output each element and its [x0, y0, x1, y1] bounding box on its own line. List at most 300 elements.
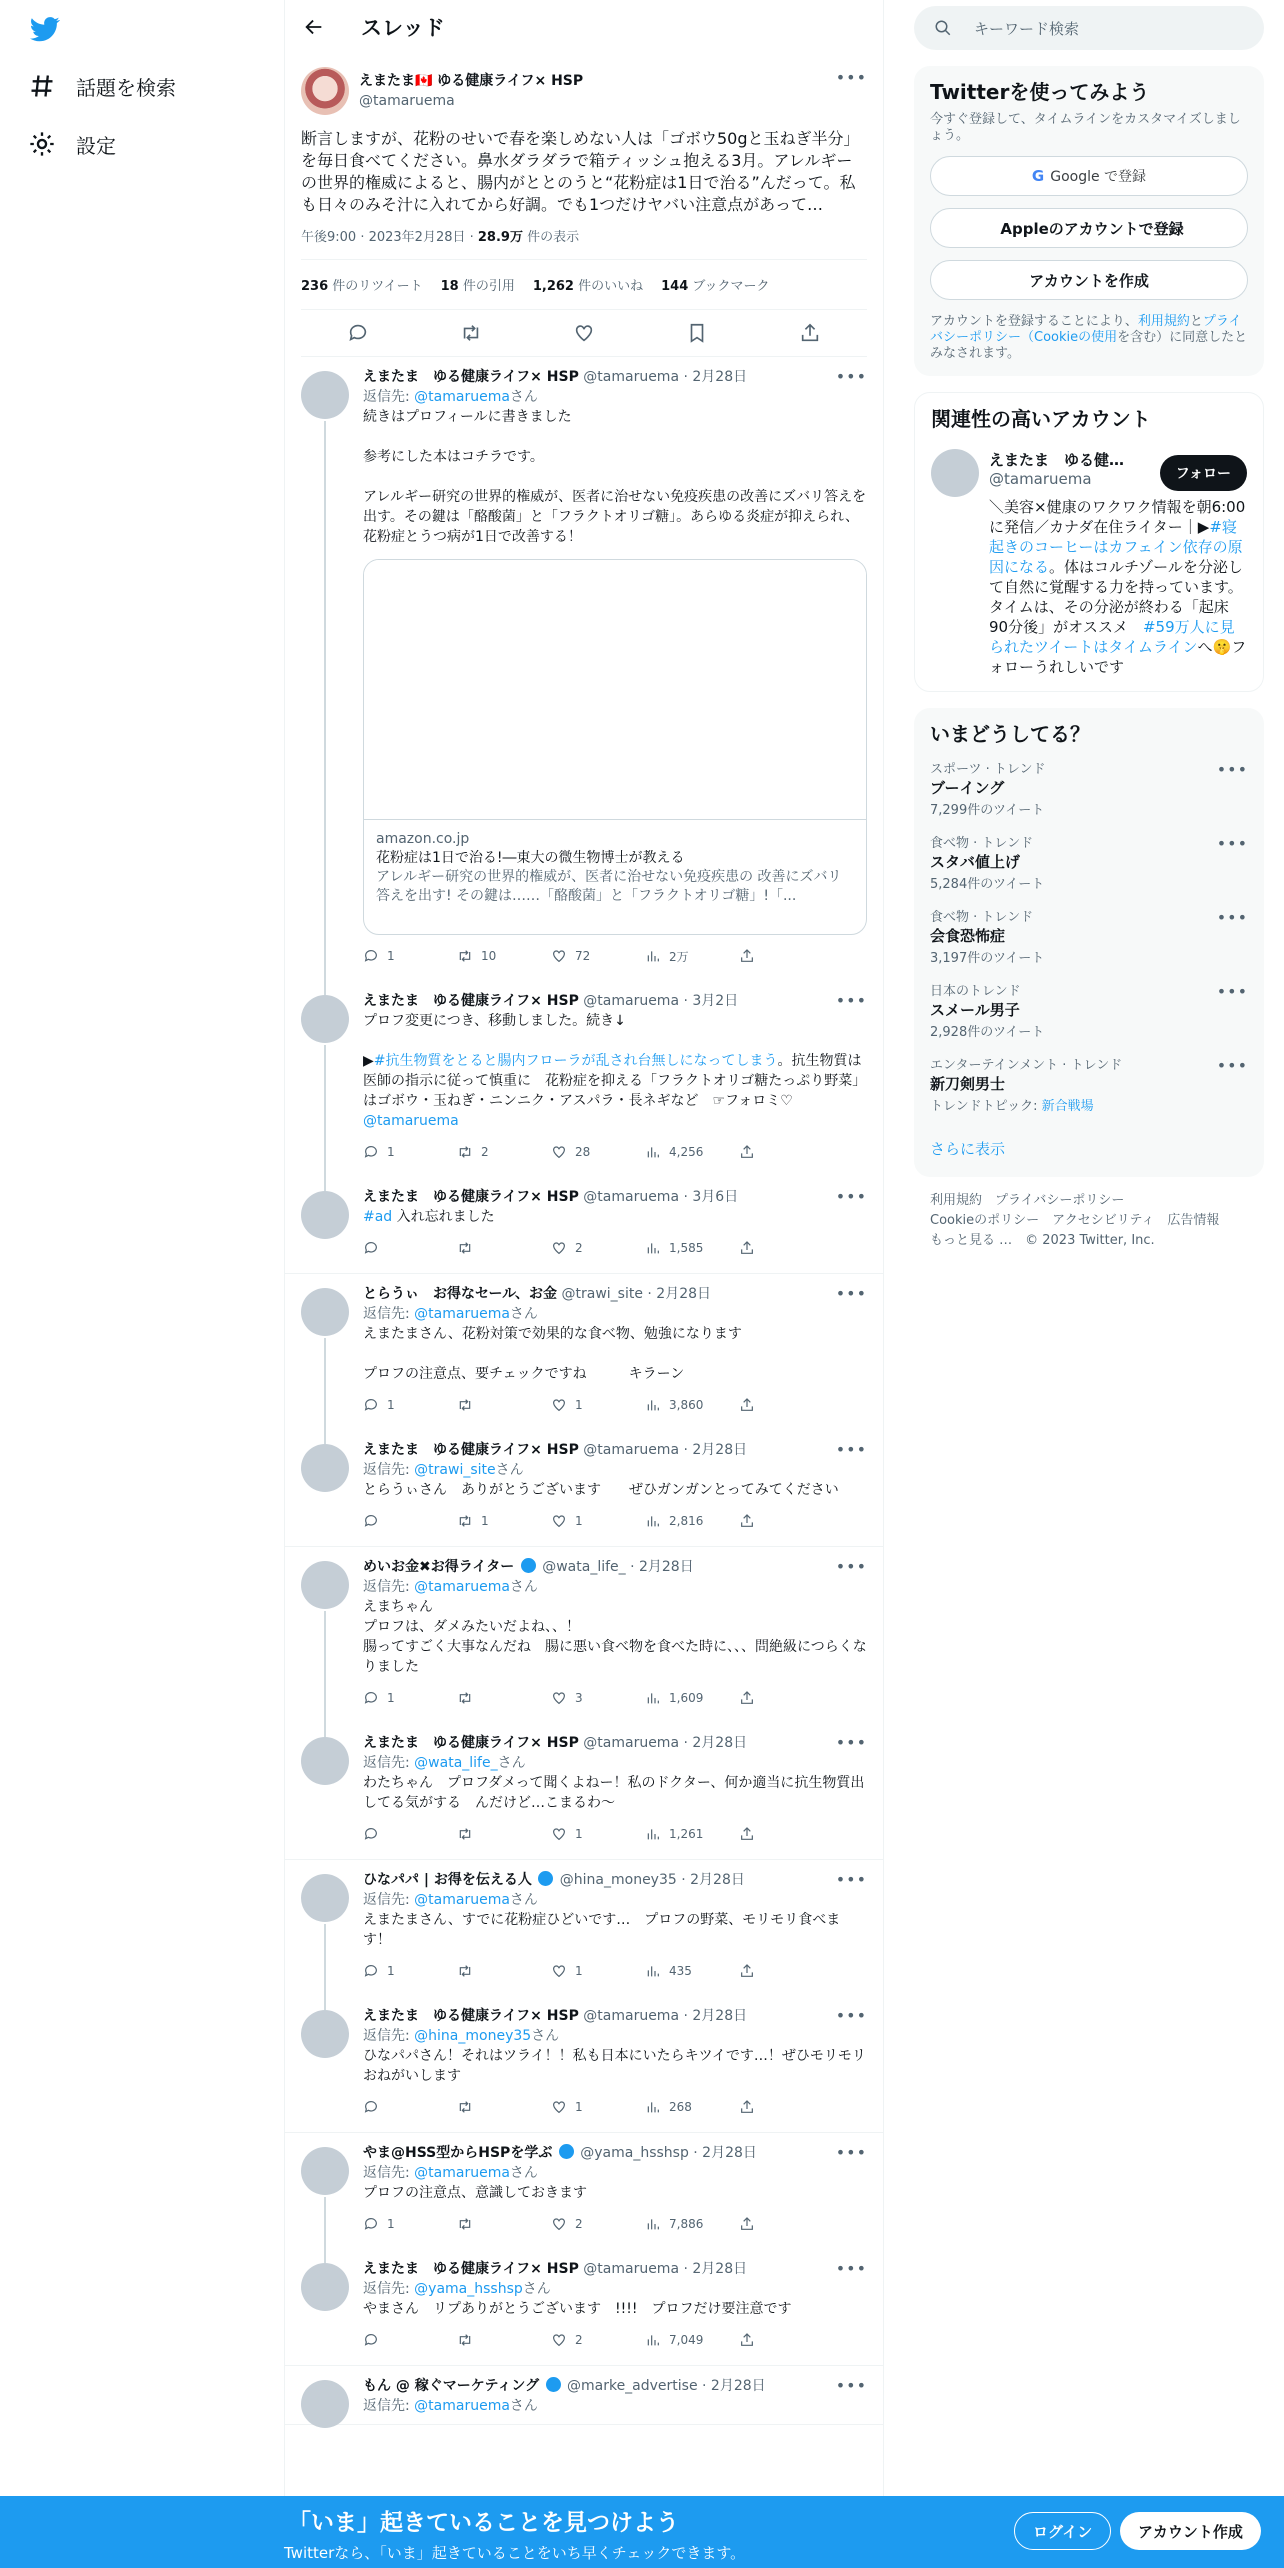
reply-actions: [363, 1817, 867, 1851]
back-arrow-icon[interactable]: [303, 16, 325, 38]
more-icon[interactable]: •••: [1216, 908, 1248, 927]
replyto-prefix: 返信先:: [363, 2398, 415, 2414]
nav-settings-label: 設定: [76, 133, 116, 158]
like-label: 件のいいね: [573, 279, 644, 294]
like-button[interactable]: [551, 1397, 645, 1413]
account-handle[interactable]: @tamaruema: [989, 470, 1092, 488]
retweet-button[interactable]: [457, 2216, 551, 2232]
reply-icon: [363, 2099, 379, 2115]
apple-signup-button[interactable]: [930, 208, 1248, 248]
trend-name: スメール男子: [930, 1001, 1020, 1019]
share-button[interactable]: [739, 1397, 833, 1413]
retweet-button[interactable]: [457, 1690, 551, 1706]
show-more-link[interactable]: さらに表示: [930, 1140, 1006, 1158]
avatar[interactable]: [301, 1737, 349, 1785]
retweet-button[interactable]: [457, 2332, 551, 2348]
gear-icon: [28, 130, 56, 158]
nav-explore[interactable]: [28, 66, 176, 106]
heart-icon: [551, 948, 567, 964]
hashtag-link[interactable]: #抗生物質をとると腸内フローラが乱され台無しになってしまう: [373, 1053, 778, 1069]
more-icon[interactable]: •••: [835, 1440, 867, 1459]
view-count: 1,261: [669, 1827, 704, 1841]
share-icon: [739, 2216, 755, 2232]
retweet-button[interactable]: [457, 1826, 551, 1842]
link-card[interactable]: [363, 559, 867, 935]
replyto-link[interactable]: @tamaruema: [414, 389, 510, 405]
retweet-button[interactable]: [457, 1240, 551, 1256]
author-name[interactable]: もん @ 稼ぐマーケティング: [363, 2378, 540, 2394]
more-icon[interactable]: •••: [835, 2376, 867, 2395]
replyto-prefix: 返信先:: [363, 1579, 415, 1595]
avatar[interactable]: [301, 2147, 349, 2195]
views-button[interactable]: [645, 1397, 739, 1413]
trend-name: スタバ値上げ: [930, 853, 1020, 871]
more-icon[interactable]: •••: [835, 367, 867, 386]
heart-icon: [551, 1397, 567, 1413]
author-name[interactable]: えまたま ゆる健康ライフ× HSP: [363, 369, 579, 385]
more-icon[interactable]: •••: [1216, 834, 1248, 853]
author-handle[interactable]: @tamaruema: [359, 93, 455, 109]
reply-text-body: 入れ忘れました: [392, 1209, 495, 1225]
view-count: 268: [669, 2100, 692, 2114]
reply-text-post: 。抗生物質は医師の指示に従って慎重に 花粉症を抑える「フラクトオリゴ糖たっぷり野菜」はゴボウ・玉ねぎ・ニンニク・アスパラ・長ネギなど ☞フォロミ♡: [363, 1053, 867, 1109]
reply-actions: [363, 2090, 867, 2124]
like-button[interactable]: [551, 1144, 645, 1160]
more-icon[interactable]: •••: [835, 991, 867, 1010]
retweet-button[interactable]: [457, 1397, 551, 1413]
more-icon[interactable]: •••: [1216, 760, 1248, 779]
like-count: 3: [575, 1691, 583, 1705]
reply-tweet[interactable]: [285, 1723, 883, 1860]
nav-settings[interactable]: [28, 124, 116, 164]
reply-tweet[interactable]: [285, 1177, 883, 1274]
author-name[interactable]: えまたま ゆる健康ライフ× HSP: [363, 993, 579, 1009]
trend-name: 新刀剣男士: [930, 1075, 1006, 1093]
author-handle[interactable]: @tamaruema · 2月28日: [583, 2008, 748, 2024]
more-icon[interactable]: •••: [835, 1284, 867, 1303]
search-input[interactable]: キーワード検索: [974, 19, 1080, 38]
footer-line-2[interactable]: Cookieのポリシー アクセシビリティ 広告情報: [930, 1213, 1220, 1228]
google-signup-button[interactable]: [930, 156, 1248, 196]
trend-item[interactable]: [930, 1044, 1248, 1118]
views-button[interactable]: [645, 1513, 739, 1529]
reply-to: [363, 1304, 867, 1324]
verified-badge-icon: [546, 2377, 561, 2392]
replyto-link[interactable]: @tamaruema: [414, 1306, 510, 1322]
heart-icon[interactable]: [573, 322, 595, 344]
replyto-suffix: さん: [495, 1462, 524, 1478]
retweet-icon: [457, 1240, 473, 1256]
trend-count: 3,197件のツイート: [930, 951, 1045, 966]
reply-button[interactable]: [363, 1826, 457, 1842]
avatar[interactable]: [301, 1874, 349, 1922]
reply-to: [363, 1577, 867, 1597]
more-icon[interactable]: •••: [835, 1870, 867, 1889]
author-handle[interactable]: @yama_hsshsp · 2月28日: [580, 2145, 757, 2161]
author-name[interactable]: とらうぃ お得なセール、お金: [363, 1286, 558, 1302]
more-icon[interactable]: •••: [1216, 982, 1248, 1001]
quote-count: 18: [440, 279, 459, 294]
quote-stat[interactable]: [441, 275, 515, 294]
author-name[interactable]: えまたま ゆる健康ライフ× HSP: [363, 1189, 579, 1205]
share-button[interactable]: [739, 1513, 833, 1529]
like-count: 28: [575, 1145, 591, 1159]
author-name[interactable]: えまたま🇨🇦 ゆる健康ライフ× HSP: [359, 73, 584, 89]
replyto-link[interactable]: @hina_money35: [414, 2028, 532, 2044]
share-icon: [739, 1240, 755, 1256]
trend-count: 7,299件のツイート: [930, 803, 1045, 818]
privacy-link[interactable]: プライバシーポリシー（Cookieの使用: [930, 314, 1242, 345]
main-tweet: [285, 54, 883, 357]
bio-hashtag-link[interactable]: #59万人に見られたツイートはタイムライン: [989, 618, 1235, 656]
author-handle[interactable]: @tamaruema · 2月28日: [583, 1442, 748, 1458]
reply-actions: [363, 1504, 867, 1538]
view-count: 435: [669, 1964, 692, 1978]
retweet-icon: [457, 1826, 473, 1842]
avatar[interactable]: [301, 995, 349, 1043]
reply-tweet[interactable]: [285, 1430, 883, 1547]
more-icon[interactable]: •••: [835, 2143, 867, 2162]
verified-badge-icon: [521, 1558, 536, 1573]
reply-tweet[interactable]: [285, 2366, 883, 2425]
more-icon[interactable]: •••: [835, 1187, 867, 1206]
like-button[interactable]: [551, 1513, 645, 1529]
share-button[interactable]: [739, 1963, 833, 1979]
author-name[interactable]: えまたま ゆる健康ライフ× HSP: [363, 1735, 579, 1751]
replyto-link[interactable]: @wata_life_: [414, 1755, 498, 1771]
reply-tweet[interactable]: [285, 357, 883, 981]
like-button[interactable]: [551, 1690, 645, 1706]
views-button[interactable]: [645, 948, 739, 965]
search-icon: [934, 19, 952, 37]
avatar[interactable]: [301, 1288, 349, 1336]
reply-button[interactable]: [363, 1240, 457, 1256]
share-button[interactable]: [739, 948, 833, 964]
bottom-bar-title: 「いま」起きていることを見つけよう: [288, 2510, 679, 2536]
terms-link[interactable]: 利用規約: [1137, 314, 1190, 329]
chart-icon: [645, 2332, 661, 2348]
trend-topic-link[interactable]: 新合戦場: [1041, 1099, 1094, 1114]
trend-category: スポーツ · トレンド: [930, 762, 1046, 777]
view-count: 7,049: [669, 2333, 704, 2347]
mention-link[interactable]: @tamaruema: [363, 1113, 459, 1129]
replyto-prefix: 返信先:: [363, 1755, 415, 1771]
retweet-icon: [457, 948, 473, 964]
author-handle[interactable]: @marke_advertise · 2月28日: [566, 2378, 766, 2394]
author-handle[interactable]: @trawi_site · 2月28日: [561, 1286, 712, 1302]
views-button[interactable]: [645, 2099, 739, 2115]
reply-icon: [363, 2332, 379, 2348]
replyto-link[interactable]: @tamaruema: [414, 1579, 510, 1595]
replyto-link[interactable]: @yama_hsshsp: [414, 2281, 523, 2297]
reply-to: [363, 2163, 867, 2183]
author-name[interactable]: ひなパパ | お得を伝える人: [363, 1872, 532, 1888]
chart-icon: [645, 1826, 661, 1842]
trend-item[interactable]: [930, 970, 1248, 1044]
replyto-link[interactable]: @tamaruema: [414, 1892, 510, 1908]
create-account-label: アカウントを作成: [1029, 271, 1149, 290]
retweet-icon: [457, 2216, 473, 2232]
thread-line: [324, 1338, 326, 1444]
reply-icon: [363, 1513, 379, 1529]
views-button[interactable]: [645, 1963, 739, 1979]
trend-count: 5,284件のツイート: [930, 877, 1045, 892]
reply-button[interactable]: [363, 1144, 457, 1160]
views-button[interactable]: [645, 2332, 739, 2348]
replyto-prefix: 返信先:: [363, 2281, 415, 2297]
reply-text: えまちゃん プロフは、ダメみたいだよね、、！ 腸ってすごく大事なんだね 腸に悪い食べ物を食べた時に、、、問絶級につらくなりました: [363, 1599, 867, 1675]
replyto-link[interactable]: @tamaruema: [414, 2398, 510, 2414]
share-button[interactable]: [739, 1826, 833, 1842]
login-button[interactable]: ログイン: [1014, 2512, 1111, 2550]
search-bar[interactable]: [914, 6, 1264, 50]
thread-line: [324, 1045, 326, 1191]
author-handle[interactable]: @tamaruema · 3月6日: [583, 1189, 739, 1205]
chart-icon: [645, 1397, 661, 1413]
create-account-button[interactable]: [930, 260, 1248, 300]
trend-item[interactable]: [930, 896, 1248, 970]
legal-post: を含む）に同意したとみなされます。: [930, 330, 1248, 361]
heart-icon: [551, 2332, 567, 2348]
bookmark-icon[interactable]: [686, 322, 708, 344]
reply-icon: [363, 948, 379, 964]
retweet-button[interactable]: [457, 2099, 551, 2115]
reply-tweet[interactable]: [285, 1547, 883, 1723]
views-button[interactable]: [645, 1144, 739, 1160]
retweet-icon: [457, 2099, 473, 2115]
trend-item[interactable]: [930, 748, 1248, 822]
author-name[interactable]: えまたま ゆる健康ライフ× HSP: [363, 2008, 579, 2024]
trend-category: エンターテインメント · トレンド: [930, 1058, 1123, 1073]
share-button[interactable]: [739, 1690, 833, 1706]
replyto-prefix: 返信先:: [363, 2028, 415, 2044]
replyto-prefix: 返信先:: [363, 1306, 415, 1322]
replyto-suffix: さん: [497, 1755, 526, 1771]
reply-button[interactable]: [363, 2099, 457, 2115]
avatar[interactable]: [301, 371, 349, 419]
share-button[interactable]: [739, 2216, 833, 2232]
view-count: 4,256: [669, 1145, 704, 1159]
replyto-suffix: さん: [509, 2165, 538, 2181]
reply-button[interactable]: [363, 1513, 457, 1529]
view-count: 7,886: [669, 2217, 704, 2231]
share-button[interactable]: [739, 1240, 833, 1256]
chart-icon: [645, 1513, 661, 1529]
reply-count: 1: [387, 1145, 395, 1159]
retweet-button[interactable]: [457, 1963, 551, 1979]
avatar[interactable]: [301, 2263, 349, 2311]
author-name[interactable]: えまたま ゆる健康ライフ× HSP: [363, 1442, 579, 1458]
replyto-prefix: 返信先:: [363, 2165, 415, 2181]
avatar[interactable]: [301, 67, 349, 115]
author-handle[interactable]: @tamaruema · 3月2日: [583, 993, 739, 1009]
tweet-time[interactable]: 午後9:00 · 2023年2月28日 ·: [301, 230, 478, 245]
bio-hashtag-link[interactable]: #寝起きのコーヒーはカフェイン依存の原因になる: [989, 518, 1243, 576]
heart-icon: [551, 1513, 567, 1529]
verified-badge-icon: [559, 2144, 574, 2159]
retweet-button[interactable]: [457, 948, 551, 964]
like-count: 2: [575, 1241, 583, 1255]
apple-signup-label: Appleのアカウントで登録: [1000, 219, 1184, 238]
footer-line-3[interactable]: もっと見る … © 2023 Twitter, Inc.: [930, 1233, 1155, 1248]
retweet-stat[interactable]: [301, 275, 423, 294]
retweet-button[interactable]: [457, 1144, 551, 1160]
legal-mid: と: [1189, 314, 1203, 329]
like-count: 1: [575, 2100, 583, 2114]
signup-button[interactable]: アカウント作成: [1120, 2512, 1261, 2550]
more-icon[interactable]: •••: [1216, 1056, 1248, 1075]
reply-icon: [363, 1240, 379, 1256]
retweet-icon: [457, 1963, 473, 1979]
views-button[interactable]: [645, 2216, 739, 2232]
bio-c: へ🤫フォローうれしいです: [989, 638, 1247, 676]
share-button[interactable]: [739, 1144, 833, 1160]
reply-actions: [363, 1954, 867, 1988]
verified-badge-icon: [538, 1871, 553, 1886]
more-icon[interactable]: •••: [835, 2006, 867, 2025]
reply-button[interactable]: [363, 1963, 457, 1979]
share-button[interactable]: [739, 2332, 833, 2348]
share-icon[interactable]: [799, 322, 821, 344]
retweet-count: 2: [481, 1145, 489, 1159]
bio-b: 。体はコルチゾールを分泌して自然に覚醒する力を持っています。 タイムは、その分泌が終わる「起床90分後」がオススメ: [989, 558, 1251, 636]
author-name[interactable]: めいお金✖お得ライター: [363, 1559, 515, 1575]
reply-tweet[interactable]: [285, 981, 883, 1177]
avatar[interactable]: [931, 449, 979, 497]
thread-header: [285, 0, 883, 54]
share-icon: [739, 2099, 755, 2115]
view-count: 28.9万: [477, 230, 523, 245]
like-button[interactable]: [551, 2216, 645, 2232]
more-icon[interactable]: •••: [835, 68, 867, 87]
author-handle[interactable]: @tamaruema · 2月28日: [583, 2261, 748, 2277]
like-button[interactable]: [551, 1240, 645, 1256]
replyto-link[interactable]: @trawi_site: [414, 1462, 496, 1478]
account-name[interactable]: えまたま ゆる健…: [989, 451, 1125, 469]
replyto-suffix: さん: [509, 1306, 538, 1322]
hashtag-icon: [28, 72, 56, 100]
avatar[interactable]: [301, 1444, 349, 1492]
like-count: 1: [575, 1398, 583, 1412]
google-icon: G: [1031, 167, 1045, 185]
heart-icon: [551, 2216, 567, 2232]
related-account[interactable]: [931, 449, 1247, 497]
share-button[interactable]: [739, 2099, 833, 2115]
footer-line-1[interactable]: 利用規約 プライバシーポリシー: [930, 1193, 1125, 1208]
like-button[interactable]: [551, 1963, 645, 1979]
reply-icon[interactable]: [347, 322, 369, 344]
author-handle[interactable]: @tamaruema · 2月28日: [583, 369, 748, 385]
reply-button[interactable]: [363, 2332, 457, 2348]
reply-count: 1: [387, 1964, 395, 1978]
like-stat[interactable]: [533, 275, 643, 294]
views-button[interactable]: [645, 1690, 739, 1706]
reply-button[interactable]: [363, 2216, 457, 2232]
author-name[interactable]: やま@HSS型からHSPを学ぶ: [363, 2145, 553, 2161]
avatar[interactable]: [301, 2380, 349, 2428]
view-count: 3,860: [669, 1398, 704, 1412]
heart-icon: [551, 1240, 567, 1256]
more-icon[interactable]: •••: [835, 2259, 867, 2278]
replyto-link[interactable]: @tamaruema: [414, 2165, 510, 2181]
bookmark-stat: [661, 275, 769, 294]
retweet-icon[interactable]: [460, 322, 482, 344]
tweet-stats: [301, 260, 867, 310]
thread-line: [324, 1611, 326, 1737]
avatar[interactable]: [301, 1561, 349, 1609]
more-icon[interactable]: •••: [835, 1557, 867, 1576]
views-button[interactable]: [645, 1826, 739, 1842]
trends-title: いまどうしてる？: [930, 722, 1090, 746]
thread-line: [324, 421, 326, 995]
bookmark-count: 144: [661, 279, 689, 294]
like-count: 1,262: [532, 279, 574, 294]
retweet-count: 1: [481, 1514, 489, 1528]
reply-to: [363, 1753, 867, 1773]
reply-tweet[interactable]: [285, 1860, 883, 1996]
trend-item[interactable]: [930, 822, 1248, 896]
reply-to: [363, 1890, 867, 1910]
avatar[interactable]: [301, 1191, 349, 1239]
like-button[interactable]: [551, 2332, 645, 2348]
avatar[interactable]: [301, 2010, 349, 2058]
like-button[interactable]: [551, 1826, 645, 1842]
like-count: 72: [575, 949, 591, 963]
reply-tweet[interactable]: [285, 1996, 883, 2133]
right-sidebar: [914, 0, 1264, 1251]
reply-text: [363, 1011, 867, 1131]
reply-button[interactable]: [363, 1397, 457, 1413]
nav-explore-label: 話題を検索: [76, 75, 176, 100]
follow-button[interactable]: フォロー: [1160, 455, 1247, 491]
reply-tweet[interactable]: [285, 2133, 883, 2249]
reply-count: 1: [387, 2217, 395, 2231]
reply-text: プロフの注意点、意識しておきます: [363, 2185, 587, 2201]
account-bio: [989, 497, 1251, 677]
chart-icon: [645, 1690, 661, 1706]
reply-tweet[interactable]: [285, 1274, 883, 1430]
reply-actions: [363, 2207, 867, 2241]
view-count: 1,585: [669, 1241, 704, 1255]
bottom-signup-bar: [0, 2496, 1284, 2568]
retweet-count: 10: [481, 949, 497, 963]
author-name[interactable]: えまたま ゆる健康ライフ× HSP: [363, 2261, 579, 2277]
share-icon: [739, 1963, 755, 1979]
retweet-icon: [457, 1690, 473, 1706]
card-title: 花粉症は1日で治る!―東大の微生物博士が教える: [376, 850, 685, 866]
reply-button[interactable]: [363, 948, 457, 964]
retweet-button[interactable]: [457, 1513, 551, 1529]
replyto-suffix: さん: [509, 2398, 538, 2414]
reply-tweet[interactable]: [285, 2249, 883, 2366]
chart-icon: [645, 1144, 661, 1160]
twitter-logo-icon[interactable]: [28, 14, 62, 44]
author-handle[interactable]: @wata_life_ · 2月28日: [542, 1559, 694, 1575]
share-icon: [739, 1144, 755, 1160]
author-handle[interactable]: @tamaruema · 2月28日: [583, 1735, 748, 1751]
views-button[interactable]: [645, 1240, 739, 1256]
author-handle[interactable]: @hina_money35 · 2月28日: [559, 1872, 745, 1888]
like-count: 2: [575, 2333, 583, 2347]
reply-count: 1: [387, 949, 395, 963]
reply-button[interactable]: [363, 1690, 457, 1706]
like-button[interactable]: [551, 948, 645, 964]
more-icon[interactable]: •••: [835, 1733, 867, 1752]
hashtag-link[interactable]: #ad: [363, 1209, 393, 1225]
like-button[interactable]: [551, 2099, 645, 2115]
share-icon: [739, 948, 755, 964]
replyto-suffix: さん: [531, 2028, 560, 2044]
